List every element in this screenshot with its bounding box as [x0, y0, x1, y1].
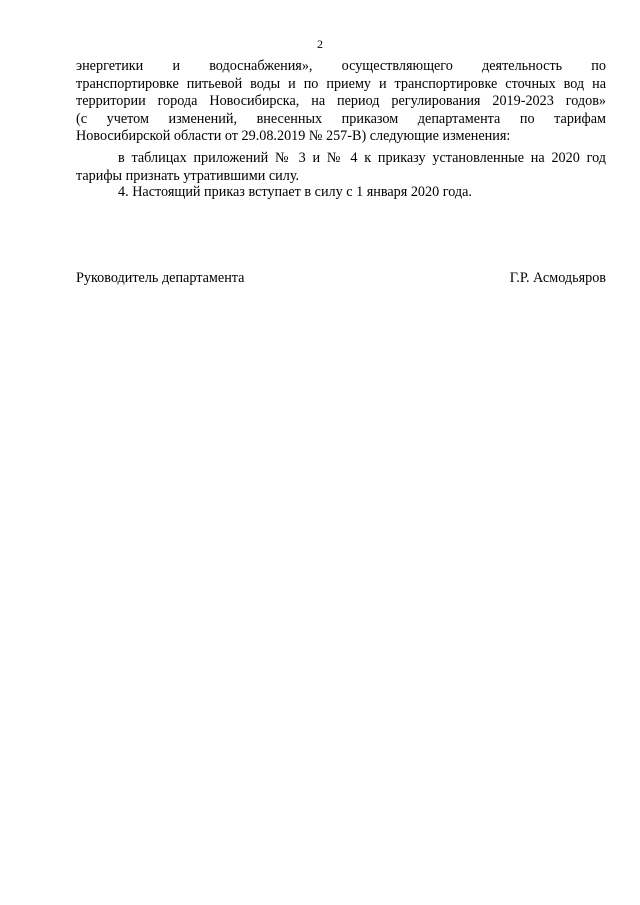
text-line: территории города Новосибирска, на период регулирования 2019-2023 годов» — [76, 93, 606, 110]
text-line: транспортировке питьевой воды и по приему и транспортировке сточных вод на — [76, 75, 606, 92]
text-line: (с учетом изменений, внесенных приказом департамента по тарифам — [76, 110, 606, 127]
signatory-position: Руководитель департамента — [76, 270, 245, 286]
text-line: энергетики и водоснабжения», осуществляющего деятельность по — [76, 58, 606, 74]
text-line: тарифы признать утратившими силу. — [76, 167, 300, 184]
paragraph-effective-date — [76, 184, 606, 202]
text-line: в таблицах приложений № 3 и № 4 к приказу установленные на 2020 год — [118, 150, 606, 166]
signatory-name: Г.Р. Асмодьяров — [509, 270, 606, 286]
signature-block — [76, 270, 606, 290]
text-line: Новосибирской области от 29.08.2019 № 257-В) следующие изменения: — [76, 128, 511, 145]
page-number: 2 — [317, 37, 323, 51]
paragraph-tables — [76, 150, 606, 185]
paragraph-continuation — [76, 58, 606, 146]
text-line: 4. Настоящий приказ вступает в силу с 1 января 2020 года. — [118, 184, 472, 200]
